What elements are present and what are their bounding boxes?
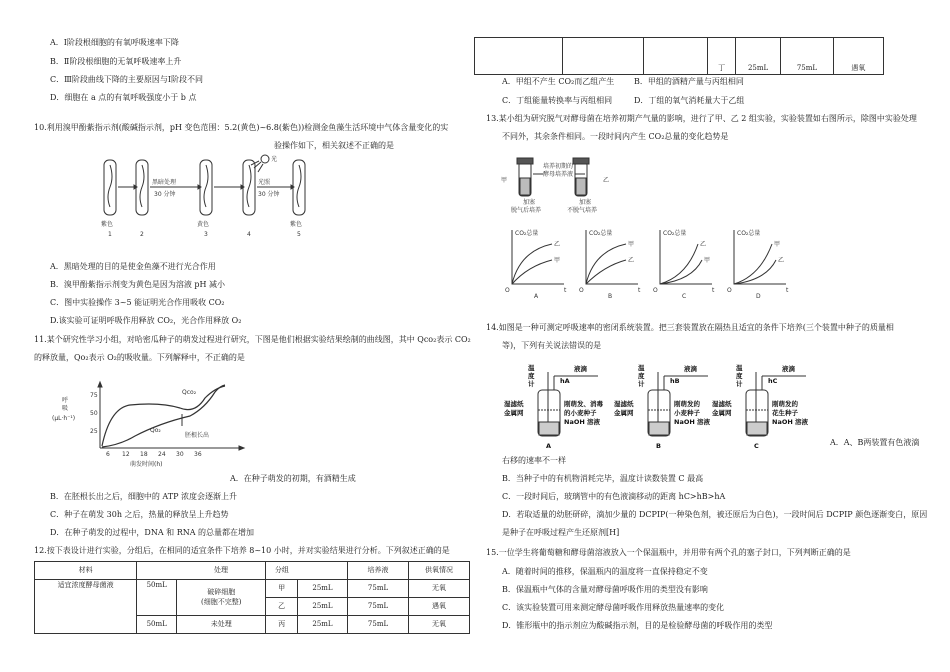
q10-option-d: D.该实验可证明呼吸作用释放 CO₂，光合作用释放 O₂ xyxy=(50,316,242,325)
q11-radicle-note: 胚根长出 xyxy=(185,432,210,439)
q13-a-origin: O xyxy=(505,287,510,294)
q13-label-top-2: 酵母培养液 xyxy=(543,171,574,178)
q11-option-c: C．种子在萌发 30h 之后，热量的释放呈上升趋势 xyxy=(50,510,229,519)
q14-thermo-c-1: 温 xyxy=(736,364,743,372)
q14-naoh-b: NaOH 溶液 xyxy=(674,418,711,426)
q11-xtick-30: 30 xyxy=(176,451,184,458)
q11-ylabel-unit: (μL·h⁻¹) xyxy=(52,415,76,422)
q10-color-3: 黄色 xyxy=(197,221,210,228)
q10-step2-time: 30 分钟 xyxy=(258,191,280,198)
q12-bing-medium: 75mL xyxy=(348,616,409,634)
q14-drop-c: 液滴 xyxy=(782,365,795,373)
q11-xtick-36: 36 xyxy=(194,451,202,458)
q11-xtick-12: 12 xyxy=(122,451,130,458)
q12-group-ding: 丁 xyxy=(708,38,736,75)
q14-net-c-1: 湿滤纸 xyxy=(712,400,732,408)
q10-num-3: 3 xyxy=(204,231,208,238)
q11-xlabel: 萌发时间(h) xyxy=(130,461,163,468)
q11-ytick-25: 25 xyxy=(90,428,98,435)
q10-num-4: 4 xyxy=(247,231,251,238)
q15-option-a: A．随着时间的推移，保温瓶内的温度将一直保持稳定不变 xyxy=(502,567,708,576)
q13-a-bottom: 甲 xyxy=(554,257,561,264)
q15-option-c: C．该实验装置可用来测定酵母菌呼吸作用释放热量速率的变化 xyxy=(502,603,725,612)
q15-option-d: D．锥形瓶中的指示剂应为酸碱指示剂，目的是检验酵母菌的呼吸作用的类型 xyxy=(502,621,773,630)
q13-a-top: 乙 xyxy=(554,241,561,248)
q10-option-a: A．黑暗处理的目的是使金鱼藻不进行光合作用 xyxy=(50,262,216,271)
q13-d-tag: D xyxy=(756,293,761,300)
q9-option-d: D．细胞在 a 点的有氧呼吸强度小于 b 点 xyxy=(50,93,197,102)
q13-b-top: 甲 xyxy=(628,241,635,248)
q12-bing-oxygen: 无氧 xyxy=(408,616,469,634)
q11-stem-cont: 的释放量，Qo₂表示 O₂的吸收量。下列解释中，不正确的是 xyxy=(34,353,245,362)
q15-stem: 15.一位学生将葡萄糖和酵母菌溶液放入一个保温瓶中，并用带有两个孔的塞子封口，下列判断正确的是 xyxy=(486,548,851,557)
q11-xtick-24: 24 xyxy=(158,451,166,458)
q13-stem-cont: 不同外，其余条件相同。一段时间内产生 CO₂总量的变化趋势是 xyxy=(502,132,729,141)
q14-net-b-2: 金属网 xyxy=(614,409,634,417)
q14-thermo-c-2: 度 xyxy=(736,372,743,380)
q11-ylabel-1: 呼 xyxy=(62,397,69,404)
q10-tubes-figure xyxy=(90,152,350,242)
q12-option-b: B．甲组的酒精产量与丙组相同 xyxy=(634,77,744,86)
q13-d-t: t xyxy=(786,287,789,294)
q12-option-d: D．丁组的氧气消耗量大于乙组 xyxy=(634,96,745,105)
q12-header-medium: 培养液 xyxy=(348,562,409,580)
q13-b-bottom: 乙 xyxy=(628,257,635,264)
q11-option-d: D．在种子萌发的过程中，DNA 和 RNA 的总量都在增加 xyxy=(50,528,255,537)
q12-material-cell: 适宜浓度酵母菌液 xyxy=(35,580,137,616)
q11-xtick-18: 18 xyxy=(140,451,148,458)
q12-jia-oxygen: 无氧 xyxy=(408,580,469,598)
q12-table-continued xyxy=(474,37,884,75)
q12-jia-vol: 25mL xyxy=(297,580,347,598)
q14-naoh-a: NaOH 溶液 xyxy=(564,418,601,426)
q10-option-b: B．溴甲酚紫指示剂变为黄色是因为溶液 pH 减小 xyxy=(50,280,226,289)
q9-option-c: C．Ⅲ阶段曲线下降的主要原因与Ⅰ阶段不同 xyxy=(50,75,203,84)
q14-stem: 14.如图是一种可测定呼吸速率的密闭系统装置。把三套装置放在隔热且适宜的条件下培养(三个装置中种子的质量相 xyxy=(486,323,894,332)
q13-b-t: t xyxy=(638,287,641,294)
q14-net-b-1: 湿滤纸 xyxy=(614,400,634,408)
q14-net-a-1: 湿滤纸 xyxy=(504,400,524,408)
q10-light-label: 光 xyxy=(271,156,278,163)
q14-thermo-b-1: 温 xyxy=(638,364,645,372)
q14-seed-b-1: 刚萌发的 xyxy=(674,400,700,408)
q11-ylabel-2: 吸 xyxy=(62,405,69,412)
q12-yi-oxygen: 遇氧 xyxy=(408,598,469,616)
q11-stem: 11.某个研究性学习小组，对哈密瓜种子的萌发过程进行研究，下图是他们根据实验结果绘制的曲线图，其中 Qco₂表示 CO₂ xyxy=(34,335,471,344)
q12-header-oxygen: 供氧情况 xyxy=(408,562,469,580)
q14-option-b: B．当种子中的有机物消耗完毕，温度计读数装置 C 最高 xyxy=(502,474,704,483)
q13-d-top: 甲 xyxy=(774,241,781,248)
q14-option-d-cont: 是种子在呼吸过程产生还原剂[H] xyxy=(502,528,620,537)
q12-ding-oxygen: 遇氧 xyxy=(833,38,883,75)
q12-header-material: 材料 xyxy=(35,562,137,580)
q11-respiration-chart xyxy=(50,378,250,473)
q14-seed-c-2: 花生种子 xyxy=(772,409,798,417)
q10-color-1: 紫色 xyxy=(101,221,114,228)
q13-c-ylabel: CO₂总量 xyxy=(663,230,687,237)
q14-net-c-2: 金属网 xyxy=(712,409,732,417)
q12-stem: 12.按下表设计进行实验，分组后，在相同的适宜条件下培养 8~10 小时，并对实验结果进行分析。下列叙述正确的是 xyxy=(34,546,450,555)
q12-ding-medium: 75mL xyxy=(781,38,834,75)
q12-group-bing: 丙 xyxy=(266,616,298,634)
q13-c-origin: O xyxy=(653,287,658,294)
q10-num-5: 5 xyxy=(297,231,301,238)
q13-label-r1: 加塞 xyxy=(579,199,592,206)
q13-c-t: t xyxy=(712,287,715,294)
q12-group-yi: 乙 xyxy=(266,598,298,616)
q10-step1-time: 30 分钟 xyxy=(154,191,176,198)
q14-thermo-a-2: 度 xyxy=(528,372,535,380)
q14-thermo-a-3: 计 xyxy=(528,380,535,388)
q10-num-1: 1 xyxy=(108,231,112,238)
q14-ha: hA xyxy=(560,377,570,385)
q11-ytick-75: 75 xyxy=(90,392,98,399)
q12-group-jia: 甲 xyxy=(266,580,298,598)
q11-option-a: A．在种子萌发的初期，有酒精生成 xyxy=(230,474,356,483)
q14-drop-a: 液滴 xyxy=(574,365,587,373)
q13-c-top: 乙 xyxy=(700,241,707,248)
q14-seed-b-2: 小麦种子 xyxy=(674,409,700,417)
q14-label-a: A xyxy=(546,442,552,450)
q12-process-broken: 破碎细胞 (细胞不完整) xyxy=(177,580,266,616)
q13-a-t: t xyxy=(564,287,567,294)
q10-stem-cont: 验操作如下，相关叙述不正确的是 xyxy=(274,141,394,150)
q14-seed-a-2: 的小麦种子 xyxy=(564,409,597,417)
q14-naoh-c: NaOH 溶液 xyxy=(772,418,809,426)
q14-thermo-a-1: 温 xyxy=(528,364,535,372)
q13-b-tag: B xyxy=(608,293,613,300)
q13-b-origin: O xyxy=(579,287,584,294)
q14-label-c: C xyxy=(754,442,759,450)
q11-option-b: B．在胚根长出之后，细胞中的 ATP 浓度会逐渐上升 xyxy=(50,492,238,501)
q13-d-bottom: 乙 xyxy=(778,257,785,264)
q10-num-2: 2 xyxy=(140,231,144,238)
q12-process-untreated: 未处理 xyxy=(177,616,266,634)
q14-thermo-b-3: 计 xyxy=(638,380,645,388)
q13-label-l2: 脱气后培养 xyxy=(511,207,542,214)
q13-yi-label: 乙 xyxy=(603,177,610,184)
q13-label-top-1: 培养初期的 xyxy=(543,163,574,170)
q12-option-c: C．丁组能量转换率与丙组相同 xyxy=(502,96,613,105)
q14-option-a: A．A、B两装置有色液滴 xyxy=(830,438,920,447)
q14-thermo-b-2: 度 xyxy=(638,372,645,380)
q10-step1: 黑暗处理 xyxy=(152,179,177,186)
q13-d-origin: O xyxy=(727,287,732,294)
q13-label-r2: 不脱气培养 xyxy=(567,207,598,214)
q11-qo2-label: Qo₂ xyxy=(150,427,161,434)
q10-stem: 10.利用溴甲酚紫指示剂(酸碱指示剂，pH 变色范围：5.2(黄色)~6.8(紫色))检测金鱼藻生活环境中气体含量变化的实 xyxy=(34,123,449,132)
q13-a-tag: A xyxy=(534,293,539,300)
q10-option-c: C．图中实验操作 3~5 能证明光合作用吸收 CO₂ xyxy=(50,298,225,307)
q11-qco2-label: Qco₂ xyxy=(182,389,197,396)
q13-apparatus-figure xyxy=(497,152,647,216)
q12-ding-vol: 25mL xyxy=(736,38,781,75)
q12-jia-medium: 75mL xyxy=(348,580,409,598)
q12-header-group: 分组 xyxy=(266,562,298,580)
q13-c-tag: C xyxy=(682,293,687,300)
q14-hb: hB xyxy=(670,377,680,385)
q11-ytick-50: 50 xyxy=(90,410,98,417)
q13-jia-label: 甲 xyxy=(501,177,508,184)
q13-label-l1: 加塞 xyxy=(523,199,536,206)
q12-yi-vol: 25mL xyxy=(297,598,347,616)
q14-stem-cont: 等)，下列有关说法错误的是 xyxy=(502,341,602,350)
q13-charts xyxy=(502,226,802,302)
q9-option-a: A．Ⅰ阶段根细胞的有氧呼吸速率下降 xyxy=(50,38,179,47)
q14-label-b: B xyxy=(656,442,661,450)
q14-option-d: D．若取适量的幼胚研碎，滴加少量的 DCPIP(一种染色剂，被还原后为白色)，一段时间后 DCPIP 颜色逐渐变白，原因 xyxy=(502,510,928,519)
q11-xtick-6: 6 xyxy=(106,451,110,458)
q14-option-c: C．一段时间后，玻璃管中的有色液滴移动的距离 hC>hB>hA xyxy=(502,492,726,501)
q10-step2: 光照 xyxy=(258,179,271,186)
q14-seed-a-1: 刚萌发、消毒 xyxy=(564,400,603,408)
q14-seed-c-1: 刚萌发的 xyxy=(772,400,798,408)
q15-option-b: B．保温瓶中气体的含量对酵母菌呼吸作用的类型没有影响 xyxy=(502,585,708,594)
q14-net-a-2: 金属网 xyxy=(504,409,524,417)
q14-option-a-cont: 右移的速率不一样 xyxy=(502,456,566,465)
q14-thermo-c-3: 计 xyxy=(736,380,743,388)
q12-option-a: A．甲组不产生 CO₂而乙组产生 xyxy=(502,77,615,86)
q12-vol-cell-2: 50mL xyxy=(137,616,177,634)
q12-header-process: 处理 xyxy=(177,562,266,580)
q13-a-ylabel: CO₂总量 xyxy=(515,230,539,237)
q13-stem: 13.某小组为研究脱气对酵母菌在培养初期产气量的影响，进行了甲、乙 2 组实验，实验装置如右图所示，除图中实验处理 xyxy=(486,114,917,123)
q12-table xyxy=(34,561,470,634)
q14-drop-b: 液滴 xyxy=(684,365,697,373)
q12-yi-medium: 75mL xyxy=(348,598,409,616)
q14-apparatus-figure xyxy=(502,362,832,454)
q9-option-b: B．Ⅱ阶段根细胞的无氧呼吸速率上升 xyxy=(50,57,182,66)
q12-vol-cell: 50mL xyxy=(137,580,177,616)
q13-d-ylabel: CO₂总量 xyxy=(737,230,761,237)
q14-hc: hC xyxy=(768,377,778,385)
q10-color-5: 紫色 xyxy=(290,221,303,228)
q12-bing-vol: 25mL xyxy=(297,616,347,634)
q13-c-bottom: 甲 xyxy=(704,257,711,264)
q13-b-ylabel: CO₂总量 xyxy=(589,230,613,237)
